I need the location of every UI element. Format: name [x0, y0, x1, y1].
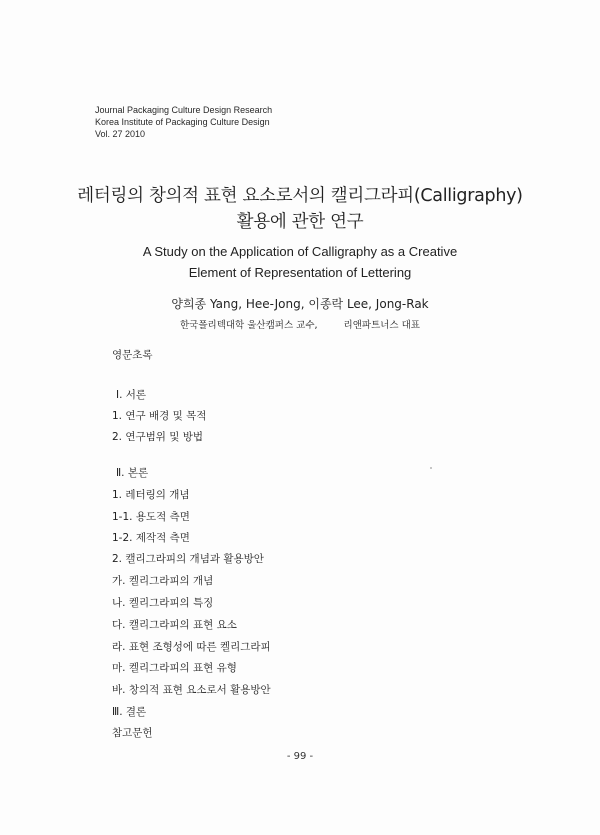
affiliation-second: 리앤파트너스 대표 — [343, 320, 420, 331]
toc-item: 가. 켈리그라피의 개념 — [112, 575, 214, 587]
author-affiliations — [0, 319, 600, 332]
journal-volume: Vol. 27 2010 — [95, 129, 146, 139]
toc-item: 1-2. 제작적 측면 — [112, 532, 190, 544]
journal-header — [95, 104, 272, 140]
toc-item: 1. 연구 배경 및 목적 — [112, 410, 207, 422]
author-list: 양희종 Yang, Hee-Jong, 이종락 Lee, Jong-Rak — [171, 297, 429, 311]
toc-item: 라. 표현 조형성에 따른 켈리그라피 — [112, 641, 271, 653]
toc-item: 참고문헌 — [112, 727, 153, 739]
toc-item: Ⅲ. 결론 — [112, 706, 147, 718]
journal-name: Journal Packaging Culture Design Research — [95, 105, 273, 115]
toc-item: 1-1. 용도적 측면 — [112, 511, 190, 523]
toc-item: 2. 캘리그라피의 개념과 활용방안 — [112, 553, 264, 565]
toc-item: 다. 캘리그라피의 표현 요소 — [112, 619, 237, 631]
toc-item: Ⅱ. 본론 — [116, 467, 149, 479]
affiliation-first: 한국폴리텍대학 울산캠퍼스 교수, — [180, 320, 318, 331]
journal-publisher: Korea Institute of Packaging Culture Design — [95, 117, 270, 127]
korean-title — [0, 183, 600, 235]
korean-title-line1: 레터링의 창의적 표현 요소로서의 캘리그라피(Calligraphy) — [77, 186, 523, 206]
page-number: - 99 - — [286, 751, 314, 762]
english-title-line2: Element of Representation of Lettering — [188, 265, 412, 280]
toc-item: 마. 켈리그라피의 표현 유형 — [112, 662, 237, 674]
scan-speck — [430, 467, 432, 469]
toc-abstract: 영문초록 — [112, 349, 153, 361]
english-title — [0, 241, 600, 283]
english-title-line1: A Study on the Application of Calligraphy as a Creative — [142, 244, 458, 259]
korean-title-line2: 활용에 관한 연구 — [236, 212, 364, 232]
toc-item: 나. 켈리그라피의 특징 — [112, 597, 214, 609]
toc-item: 2. 연구범위 및 방법 — [112, 431, 204, 443]
toc-item: Ⅰ. 서론 — [116, 389, 147, 401]
toc-item: 바. 창의적 표현 요소로서 활용방안 — [112, 684, 271, 696]
toc-item: 1. 레터링의 개념 — [112, 489, 190, 501]
